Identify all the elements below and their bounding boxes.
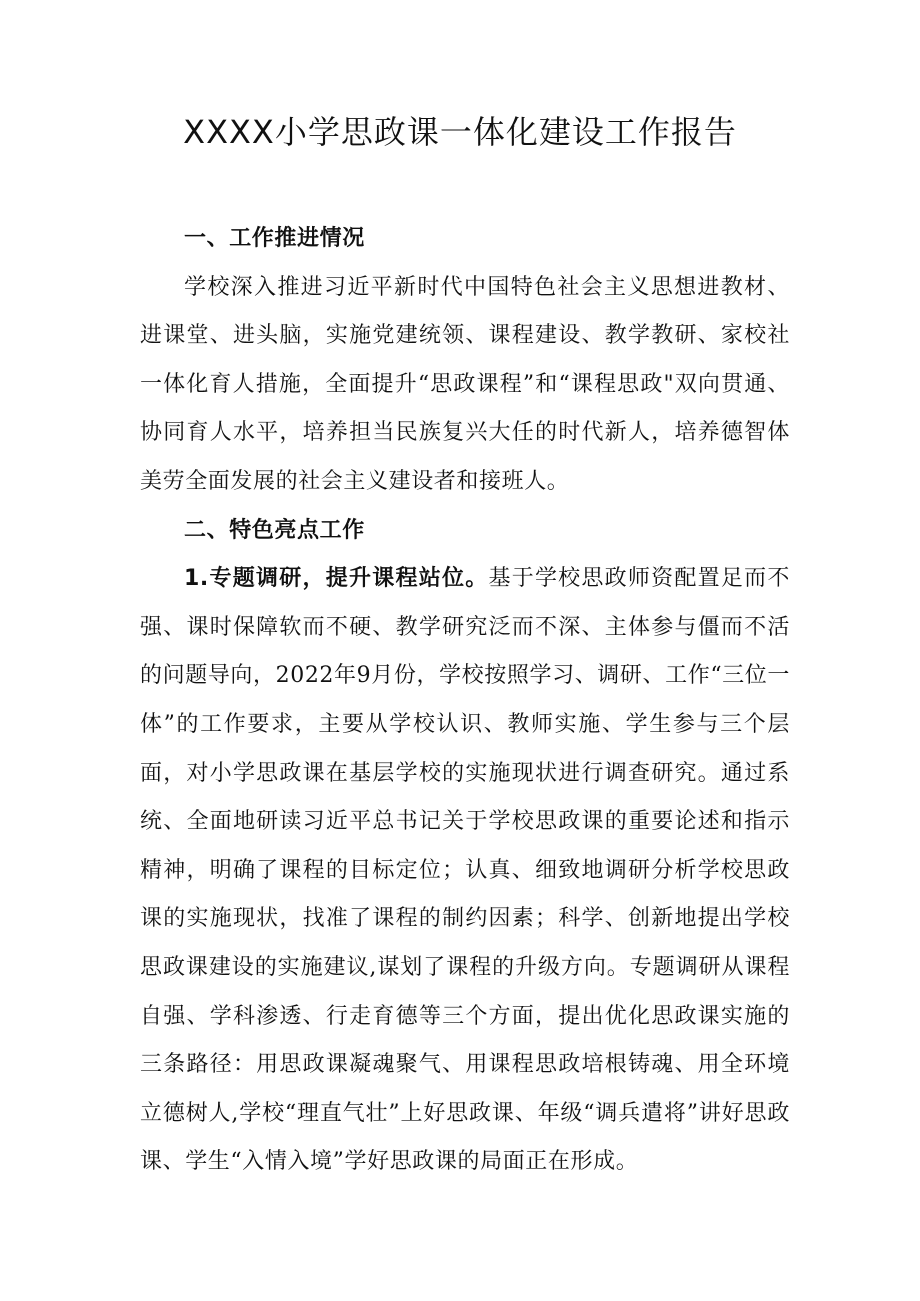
section-paragraph-research: [140, 555, 790, 1187]
paragraph-lead-research: 1.专题调研，提升课程站位。: [184, 566, 489, 592]
document-body: [140, 215, 790, 1187]
section-paragraph-progress: 学校深入推进习近平新时代中国特色社会主义思想进教材、进课堂、进头脑，实施党建统领、课程建设、教学教研、家校社一体化育人措施，全面提升“思政课程”和“课程思政"双向贯通、协同育人水平，培养担当民族复兴大任的时代新人，培养德智体美劳全面发展的社会主义建设者和接班人。: [140, 274, 790, 494]
document-title: XXXX小学思政课一体化建设工作报告: [183, 113, 737, 151]
paragraph-text-research: 基于学校思政师资配置足而不强、课时保障软而不硬、教学研究泛而不深、主体参与僵而不活的问题导向，2022年9月份，学校按照学习、调研、工作“三位一体”的工作要求，主要从学校认识、教师实施、学生参与三个层面，对小学思政课在基层学校的实施现状进行调查研究。通过系统、全面地研读习近平总书记关于学校思政课的重要论述和指示精神，明确了课程的目标定位；认真、细致地调研分析学校思政课的实施现状，找准了课程的制约因素；科学、创新地提出学校思政课建设的实施建议,谋划了课程的升级方向。专题调研从课程自强、学科渗透、行走育德等三个方面，提出优化思政课实施的三条路径：用思政课凝魂聚气、用课程思政培根铸魂、用全环境立德树人,学校“理直气壮”上好思政课、年级“调兵遣将”讲好思政课、学生“入情入境”学好思政课的局面正在形成。: [140, 566, 790, 1175]
section-heading-progress: 一、工作推进情况: [184, 226, 365, 251]
section-heading-highlights: 二、特色亮点工作: [184, 517, 365, 543]
